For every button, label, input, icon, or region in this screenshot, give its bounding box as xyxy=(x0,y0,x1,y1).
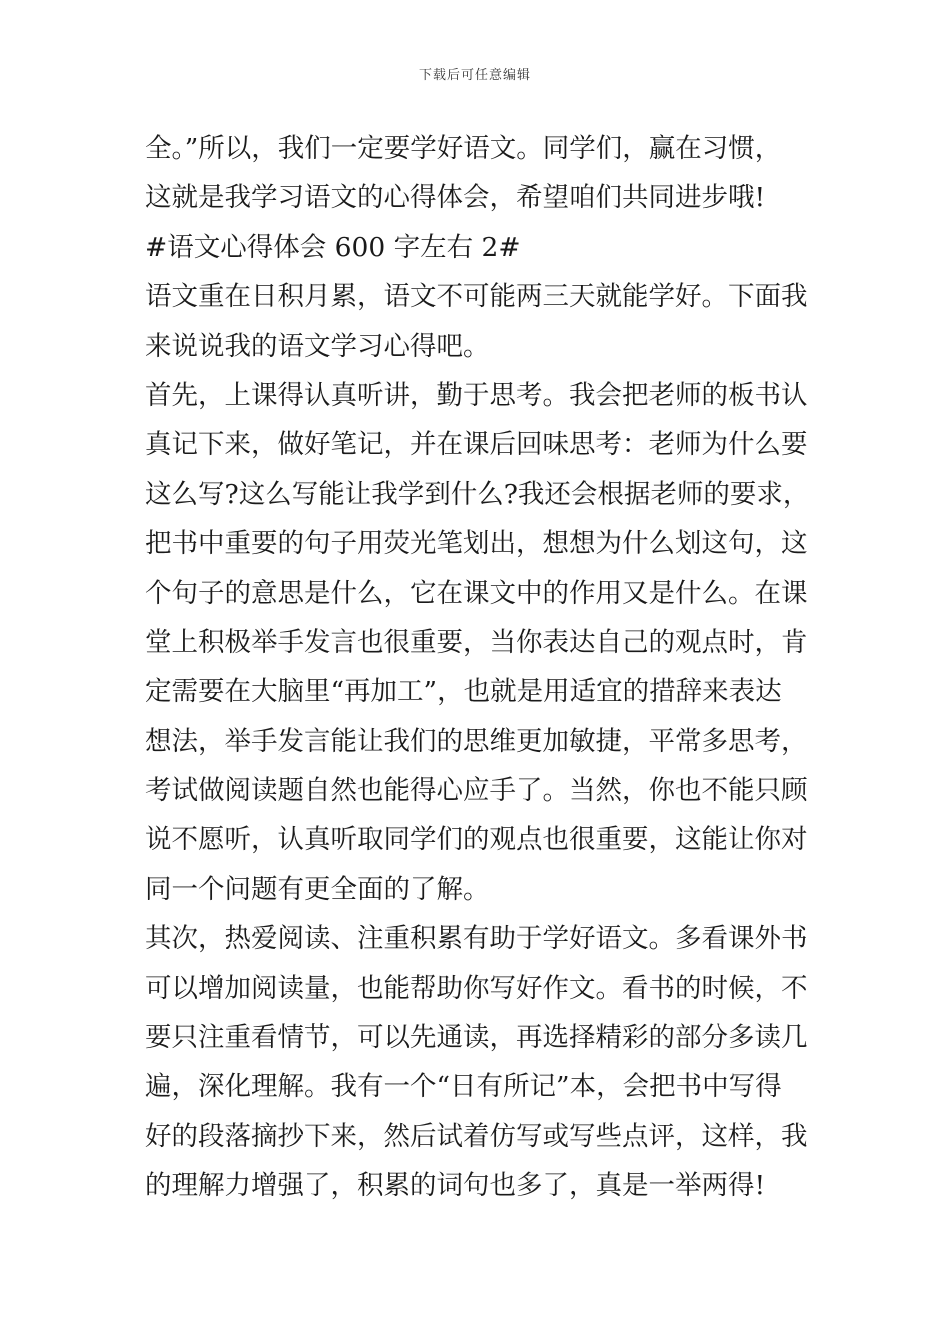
text-line: 同一个问题有更全面的了解。 xyxy=(145,873,490,905)
text-line: 这就是我学习语文的心得体会，希望咱们共同进步哦! xyxy=(145,182,766,214)
text-line: 全。”所以，我们一定要学好语文。同学们，赢在习惯， xyxy=(145,133,782,164)
text-line: 这么写?这么写能让我学到什么?我还会根据老师的要求， xyxy=(145,478,810,510)
text-line: 真记下来，做好笔记，并在课后回味思考：老师为什么要 xyxy=(145,429,808,461)
page-header: 下载后可任意编辑 xyxy=(418,68,531,83)
text-line: 来说说我的语文学习心得吧。 xyxy=(145,330,490,362)
text-line: 其次，热爱阅读、注重积累有助于学好语文。多看课外书 xyxy=(145,923,808,955)
text-line: 说不愿听，认真听取同学们的观点也很重要，这能让你对 xyxy=(145,824,808,856)
text-line: 可以增加阅读量，也能帮助你写好作文。看书的时候，不 xyxy=(145,972,808,1004)
text-line: 首先，上课得认真听讲，勤于思考。我会把老师的板书认 xyxy=(145,379,808,411)
text-line: 个句子的意思是什么，它在课文中的作用又是什么。在课 xyxy=(145,577,808,609)
text-line: 把书中重要的句子用荧光笔划出，想想为什么划这句，这 xyxy=(145,528,808,560)
text-line: 想法，举手发言能让我们的思维更加敏捷，平常多思考， xyxy=(145,725,808,757)
text-line: 好的段落摘抄下来，然后试着仿写或写些点评，这样，我 xyxy=(145,1120,808,1152)
text-line: 的理解力增强了，积累的词句也多了，真是一举两得! xyxy=(145,1170,766,1202)
text-line: 语文重在日积月累，语文不可能两三天就能学好。下面我 xyxy=(145,281,808,313)
text-line: 考试做阅读题自然也能得心应手了。当然，你也不能只顾 xyxy=(145,775,808,807)
text-line: 定需要在大脑里“再加工”，也就是用适宜的措辞来表达 xyxy=(145,676,782,708)
text-line: 遍，深化理解。我有一个“日有所记”本，会把书中写得 xyxy=(145,1071,782,1103)
text-line: 要只注重看情节，可以先通读，再选择精彩的部分多读几 xyxy=(145,1022,808,1054)
text-line: 堂上积极举手发言也很重要，当你表达自己的观点时，肯 xyxy=(145,626,808,658)
document-body xyxy=(145,124,810,1211)
section-heading: #语文心得体会 600 字左右 2# xyxy=(145,231,521,263)
